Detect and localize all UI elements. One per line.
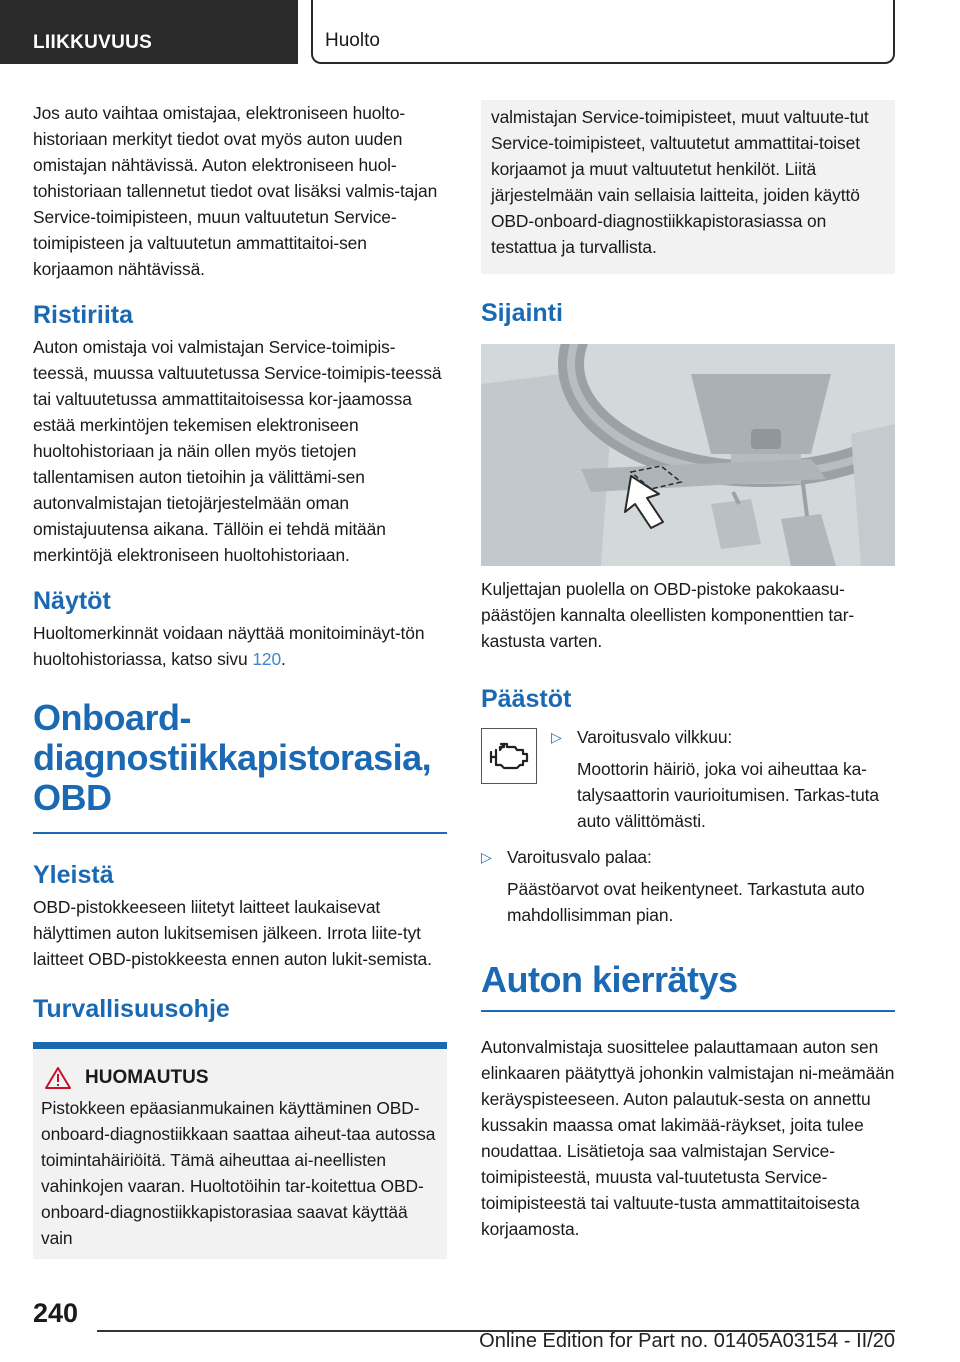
warning-box xyxy=(33,1049,447,1259)
turvallisuusohje-heading: Turvallisuusohje xyxy=(33,995,230,1023)
item-1-label: Varoitusvalo vilkkuu: xyxy=(577,727,733,747)
section-divider xyxy=(33,832,447,834)
naytot-text: Huoltomerkinnät voidaan näyttää monitoiminäyt-tön huoltohistoriassa, katso sivu xyxy=(33,623,425,669)
obd-title-line-3: OBD xyxy=(33,777,112,818)
naytot-paragraph xyxy=(33,620,447,672)
kierratys-paragraph: Autonvalmistaja suosittelee palauttamaan auton sen elinkaaren päätyttyä johonkin valmistajan ni-meämään keräyspisteeseen. Auton palautuk-sesta on annettu kussakin maassa omat lakimää-räykset, joita tulee noudattaa. Lisätietoja saa valmistajan Service-toimipisteestä, muusta val-tuutetusta Service-toimipisteestä tai valtuute-tusta ammattitaitoisesta korjaamosta. xyxy=(481,1037,895,1239)
sijainti-heading: Sijainti xyxy=(481,299,563,327)
dashboard-illustration xyxy=(481,344,895,566)
right-column xyxy=(481,100,895,1242)
naytot-end: . xyxy=(281,649,286,669)
emission-indicator-row xyxy=(481,724,895,834)
intro-paragraph: Jos auto vaihtaa omistajaa, elektroniseen huolto-historiaan merkityt tiedot ovat myös auton uuden omistajan nähtävissä. Auton elektroniseen huol-tohistoriaan tallennetut tiedot ovat lisäksi valmis-tajan Service-toimipisteen, muun valtuutetun Service-toimipisteen ja valtuutetun ammattitaitoi-sen korjaamon nähtävissä. xyxy=(33,103,438,279)
warning-text: Pistokkeen epäasianmukainen käyttäminen OBD-onboard-diagnostiikkaan saattaa aiheut-taa autossa toimintahäiriöitä. Tämä aiheuttaa ai-neellisten vahinkojen vaaran. Huoltotöihin tar-koitettua OBD-onboard-diagnostiikkapistorasiaa saavat käyttää vain xyxy=(41,1098,436,1248)
obd-title-line-1: Onboard- xyxy=(33,697,191,738)
warning-bar xyxy=(33,1042,447,1049)
warning-header xyxy=(41,1067,437,1089)
header-topic: Huolto xyxy=(311,0,895,64)
page-reference-link[interactable]: 120 xyxy=(252,649,282,669)
header-section-tab: LIIKKUVUUS xyxy=(0,0,298,64)
triangle-right-icon: ▷ xyxy=(481,849,492,865)
page-number: 240 xyxy=(33,1298,79,1328)
warning-continuation-text: valmistajan Service-toimipisteet, muut valtuute-tut Service-toimipisteet, valtuutetut ammattitai-toiset korjaamot ja muut valtuutetut henkilöt. Liitä järjestelmään vain sellaisia laitteita, joiden käyttö OBD-onboard-diagnostiikkapistorasiassa on testattua ja turvallista. xyxy=(491,107,869,257)
paastot-heading: Päästöt xyxy=(481,685,572,713)
triangle-right-icon: ▷ xyxy=(551,729,562,745)
list-item xyxy=(481,844,895,928)
warning-label: HUOMAUTUS xyxy=(85,1067,209,1088)
yleista-paragraph: OBD-pistokkeeseen liitetyt laitteet laukaisevat hälyttimen auton lukitsemisen jälkeen. Irrota liite-tyt laitteet OBD-pistokkeesta ennen auton lukit-semista. xyxy=(33,897,432,969)
item-1-text: Moottorin häiriö, joka voi aiheuttaa ka-talysaattorin vaurioitumisen. Tarkas-tuta auto välittömästi. xyxy=(577,759,879,831)
section-divider xyxy=(481,1010,895,1012)
warning-triangle-icon xyxy=(45,1067,71,1089)
sijainti-paragraph: Kuljettajan puolella on OBD-pistoke pakokaasu-päästöjen kannalta oleellisten komponenttien tar-kastusta varten. xyxy=(481,579,855,651)
footer-edition: Online Edition for Part no. 01405A03154 - II/20 xyxy=(479,1330,895,1352)
warning-continuation-box xyxy=(481,100,895,274)
item-2-text: Päästöarvot ovat heikentyneet. Tarkastuta auto mahdollisimman pian. xyxy=(507,879,865,925)
list-item xyxy=(551,724,895,834)
warning-block xyxy=(33,1042,447,1259)
left-column xyxy=(33,100,447,1259)
ristiriita-paragraph: Auton omistaja voi valmistajan Service-toimipis-teessä, muussa valtuutetussa Service-toimipis-teessä tai valtuutetussa ammattitaitoisessa kor-jaamossa estää merkintöjen tekemisen elektroniseen huoltohistoriaan ja näin ollen myös tietojen tallentamisen auton tietoihin ja välittämi-sen autonvalmistajan tietojärjestelmään oman omistajuutensa aikana. Tällöin ei tehdä mitään merkintöjä elektroniseen huoltohistoriaan. xyxy=(33,337,442,565)
obd-title-line-2: diagnostiikkapistorasia, xyxy=(33,737,432,778)
ristiriita-heading: Ristiriita xyxy=(33,301,134,329)
obd-location-figure xyxy=(481,344,895,566)
naytot-heading: Näytöt xyxy=(33,587,111,615)
check-engine-icon-frame xyxy=(481,728,537,784)
indicator-list xyxy=(551,724,895,834)
kierratys-title: Auton kierrätys xyxy=(481,959,738,1000)
item-2-label: Varoitusvalo palaa: xyxy=(507,847,652,867)
yleista-heading: Yleistä xyxy=(33,861,114,889)
check-engine-icon xyxy=(487,741,531,771)
obd-section-title xyxy=(33,698,447,818)
